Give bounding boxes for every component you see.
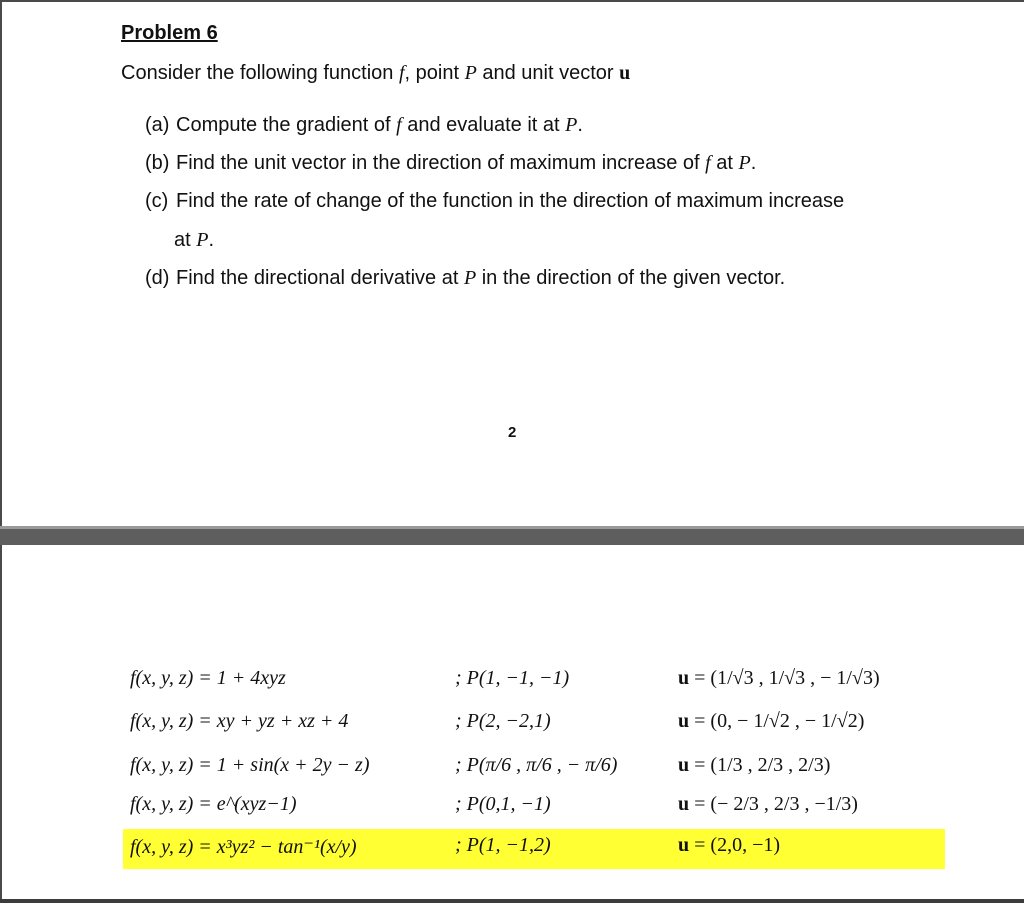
part-symbol: f <box>705 152 711 174</box>
part-text: in the direction of the given vector. <box>476 267 786 289</box>
point-expression: ; P(1, −1, −1) <box>455 667 570 689</box>
part-b <box>145 152 756 175</box>
vector-expression <box>678 793 858 816</box>
part-text: Find the unit vector in the direction of maximum increase of <box>176 152 706 174</box>
vector-value: = (0, − 1/√2 , − 1/√2) <box>689 710 865 732</box>
page-number: 2 <box>508 424 517 441</box>
intro-text-1: Consider the following function <box>121 62 399 84</box>
part-text: Compute the gradient of <box>176 114 397 136</box>
part-symbol: P <box>196 229 209 251</box>
vector-value: = (2,0, −1) <box>689 834 781 856</box>
function-expression: f(x, y, z) = x³yz² − tan⁻¹(x/y) <box>130 836 357 858</box>
point-expression: ; P(0,1, −1) <box>455 793 551 815</box>
part-label: (a) <box>145 114 170 136</box>
vector-symbol: u <box>678 667 690 689</box>
vector-symbol: u <box>678 710 690 732</box>
vector-symbol: u <box>678 834 690 856</box>
part-symbol: P <box>463 267 477 289</box>
vector-expression <box>678 710 864 733</box>
vector-value: = (1/√3 , 1/√3 , − 1/√3) <box>689 667 880 689</box>
part-text: . <box>208 229 215 251</box>
part-text: . <box>577 114 583 136</box>
part-symbol: P <box>565 114 578 136</box>
part-label: (d) <box>145 267 170 289</box>
part-text: at <box>710 152 739 174</box>
part-text: at <box>174 229 197 251</box>
part-symbol: P <box>738 152 751 174</box>
point-expression: ; P(π/6 , π/6 , − π/6) <box>455 754 618 776</box>
part-label: (b) <box>145 152 170 174</box>
part-d <box>145 267 785 290</box>
function-expression: f(x, y, z) = xy + yz + xz + 4 <box>130 710 349 732</box>
part-c-continuation <box>174 229 214 252</box>
point-expression: ; P(1, −1,2) <box>455 834 551 856</box>
problem-row <box>0 754 1024 792</box>
page-separator-edge <box>0 526 1024 529</box>
function-expression: f(x, y, z) = e^(xyz−1) <box>130 793 297 815</box>
problem-intro <box>121 62 630 85</box>
part-text: . <box>750 152 757 174</box>
problem-row <box>0 793 1024 831</box>
vector-value: = (1/3 , 2/3 , 2/3) <box>689 754 831 776</box>
part-text: Find the rate of change of the function in the direction of maximum increase <box>176 190 845 212</box>
problem-row <box>0 710 1024 748</box>
part-text: Find the directional derivative at <box>176 267 464 289</box>
function-expression: f(x, y, z) = 1 + sin(x + 2y − z) <box>130 754 370 776</box>
part-label: (c) <box>145 190 169 212</box>
problem-row <box>0 667 1024 705</box>
part-a <box>145 114 583 137</box>
vector-expression <box>678 834 780 857</box>
vector-value: = (− 2/3 , 2/3 , −1/3) <box>689 793 858 815</box>
problem-title: Problem 6 <box>121 22 218 44</box>
intro-text-3: and unit vector <box>476 62 620 84</box>
part-symbol: f <box>396 114 402 136</box>
part-c <box>145 190 844 213</box>
point-expression: ; P(2, −2,1) <box>455 710 551 732</box>
intro-symbol-u: u <box>619 62 631 84</box>
function-expression: f(x, y, z) = 1 + 4xyz <box>130 667 286 689</box>
intro-text-2: , point <box>404 62 465 84</box>
intro-symbol-p: P <box>464 62 477 84</box>
part-text: and evaluate it at <box>401 114 566 136</box>
vector-expression <box>678 754 830 777</box>
vector-expression <box>678 667 880 690</box>
intro-symbol-f: f <box>398 62 405 84</box>
vector-symbol: u <box>678 754 690 776</box>
problem-row-highlighted <box>0 834 1024 872</box>
frame-border-bottom <box>0 899 1024 903</box>
vector-symbol: u <box>678 793 690 815</box>
